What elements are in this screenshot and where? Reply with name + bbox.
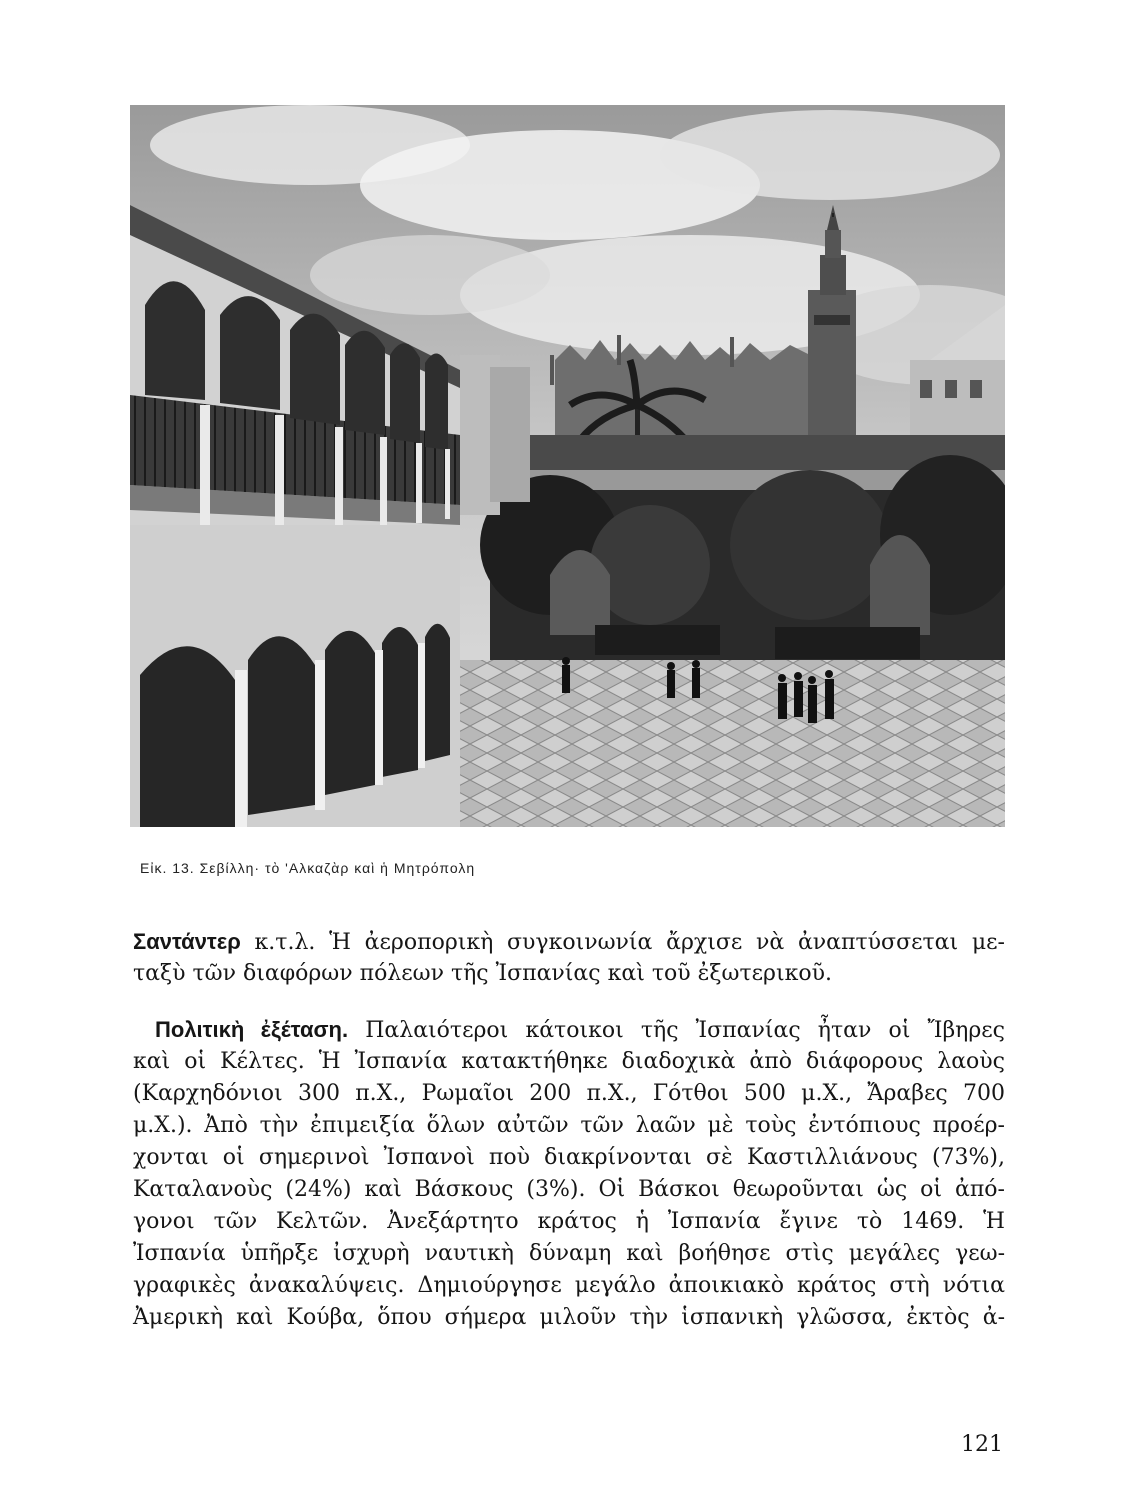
text-line: Καταλανοὺς (24%) καὶ Βάσκους (3%). Οἱ Βάσκοι θεωροῦνται ὡς οἱ ἀπό-	[133, 1177, 1005, 1202]
text-line-content: κ.τ.λ. Ἡ ἀεροπορικὴ συγκοινωνία ἄρχισε νὰ ἀναπτύσσεται με-	[240, 930, 1005, 955]
figure-caption: Εἰκ. 13. Σεβίλλη· τὸ 'Αλκαζὰρ καὶ ἡ Μητρόπολη	[140, 860, 476, 876]
text-line-content: Παλαιότεροι κάτοικοι τῆς Ἰσπανίας ἦταν οἱ Ἴβηρες	[348, 1018, 1006, 1043]
text-line: ταξὺ τῶν διαφόρων πόλεων τῆς Ἰσπανίας καὶ τοῦ ἐξωτερικοῦ.	[133, 961, 832, 986]
text-line: Ἀμερικὴ καὶ Κούβα, ὅπου σήμερα μιλοῦν τὴν ἱσπανικὴ γλῶσσα, ἐκτὸς ἀ-	[133, 1305, 1005, 1330]
paragraph-heading: Πολιτικὴ ἐξέταση.	[155, 1017, 349, 1042]
text-line: Ἰσπανία ὑπῆρξε ἰσχυρὴ ναυτικὴ δύναμη καὶ βοήθησε στὶς μεγάλες γεω-	[133, 1241, 1005, 1266]
text-line: χονται οἱ σημερινοὶ Ἰσπανοὶ ποὺ διακρίνονται σὲ Καστιλλιάνους (73%),	[133, 1145, 1005, 1170]
paragraph-air-transport	[133, 926, 1005, 990]
paragraph-political-review	[133, 1014, 1005, 1334]
paragraph-lead: Σαντάντερ	[133, 929, 241, 954]
page-number: 121	[961, 1432, 1003, 1457]
text-line: γονοι τῶν Κελτῶν. Ἀνεξάρτητο κράτος ἡ Ἰσπανία ἔγινε τὸ 1469. Ἡ	[133, 1209, 1005, 1234]
text-line: μ.Χ.). Ἀπὸ τὴν ἐπιμειξία ὅλων αὐτῶν τῶν λαῶν μὲ τοὺς ἐντόπιους προέρ-	[133, 1113, 1005, 1138]
text-line	[133, 926, 1005, 958]
text-line	[133, 1014, 1005, 1046]
alcazar-cathedral-photo	[130, 105, 1005, 827]
text-line: (Καρχηδόνιοι 300 π.Χ., Ρωμαῖοι 200 π.Χ., Γότθοι 500 μ.Χ., Ἄραβες 700	[133, 1081, 1005, 1106]
text-line: γραφικὲς ἀνακαλύψεις. Δημιούργησε μεγάλο ἀποικιακὸ κράτος στὴ νότια	[133, 1273, 1005, 1298]
text-line: καὶ οἱ Κέλτες. Ἡ Ἰσπανία κατακτήθηκε διαδοχικὰ ἀπὸ διάφορους λαοὺς	[133, 1049, 1005, 1074]
